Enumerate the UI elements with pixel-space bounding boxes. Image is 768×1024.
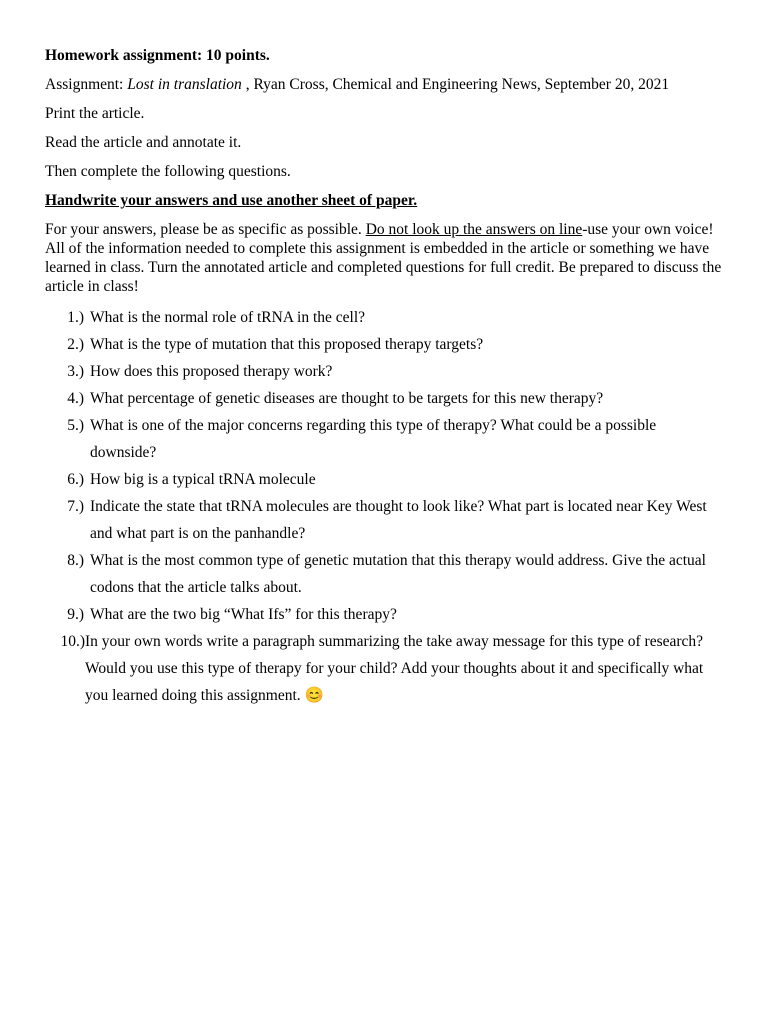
question-text: Indicate the state that tRNA molecules are thought to look like? What part is located near Key West and what part is on the panhandle? xyxy=(90,498,707,542)
question-item xyxy=(45,601,723,628)
question-item xyxy=(45,493,723,547)
instructions-paragraph xyxy=(45,220,723,296)
paragraph-part2: -use your own voice! All of the information needed to complete this assignment is embedded in the article or something we have learned in class. Turn the annotated article and completed questions for full credit. Be prepared to discuss the article in class! xyxy=(45,221,722,295)
question-item xyxy=(45,412,723,466)
question-number: 3.) xyxy=(67,363,84,380)
step-print: Print the article. xyxy=(45,105,145,122)
assignment-citation xyxy=(45,75,723,94)
question-number: 9.) xyxy=(67,606,84,623)
question-text: What is one of the major concerns regarding this type of therapy? What could be a possible downside? xyxy=(90,417,657,461)
question-text: How big is a typical tRNA molecule xyxy=(90,471,316,488)
paragraph-part1: For your answers, please be as specific as possible. xyxy=(45,221,366,238)
step-complete: Then complete the following questions. xyxy=(45,163,291,180)
question-item xyxy=(45,628,723,709)
question-text: What percentage of genetic diseases are thought to be targets for this new therapy? xyxy=(90,390,604,407)
question-text: What is the normal role of tRNA in the cell? xyxy=(90,309,366,326)
handwrite-instruction: Handwrite your answers and use another sheet of paper. xyxy=(45,192,418,209)
no-lookup-warning: Do not look up the answers on line xyxy=(365,221,583,238)
question-number: 10.) xyxy=(60,633,85,650)
question-number: 6.) xyxy=(67,471,84,488)
question-item xyxy=(45,358,723,385)
question-text: What is the type of mutation that this proposed therapy targets? xyxy=(90,336,484,353)
question-item xyxy=(45,331,723,358)
question-item xyxy=(45,304,723,331)
question-item xyxy=(45,385,723,412)
question-list xyxy=(45,304,723,709)
assignment-prefix: Assignment: xyxy=(45,76,128,93)
question-text: How does this proposed therapy work? xyxy=(90,363,333,380)
article-title: Lost in translation xyxy=(127,76,242,93)
question-number: 7.) xyxy=(67,498,84,515)
question-text: What is the most common type of genetic mutation that this therapy would address. Give the actual codons that the article talks about. xyxy=(90,552,706,596)
question-number: 5.) xyxy=(67,417,84,434)
document-page xyxy=(45,46,723,709)
article-citation: , Ryan Cross, Chemical and Engineering News, September 20, 2021 xyxy=(241,76,670,93)
assignment-heading: Homework assignment: 10 points. xyxy=(45,47,270,64)
step-read: Read the article and annotate it. xyxy=(45,134,242,151)
question-number: 2.) xyxy=(67,336,84,353)
question-number: 1.) xyxy=(67,309,84,326)
question-number: 4.) xyxy=(67,390,84,407)
question-text: In your own words write a paragraph summarizing the take away message for this type of research? Would you use this type of therapy for your child? Add your thoughts about it and specifically what you learned doing this assignment. 😊 xyxy=(85,633,704,704)
question-text: What are the two big “What Ifs” for this therapy? xyxy=(90,606,397,623)
question-number: 8.) xyxy=(67,552,84,569)
question-item xyxy=(45,466,723,493)
question-item xyxy=(45,547,723,601)
